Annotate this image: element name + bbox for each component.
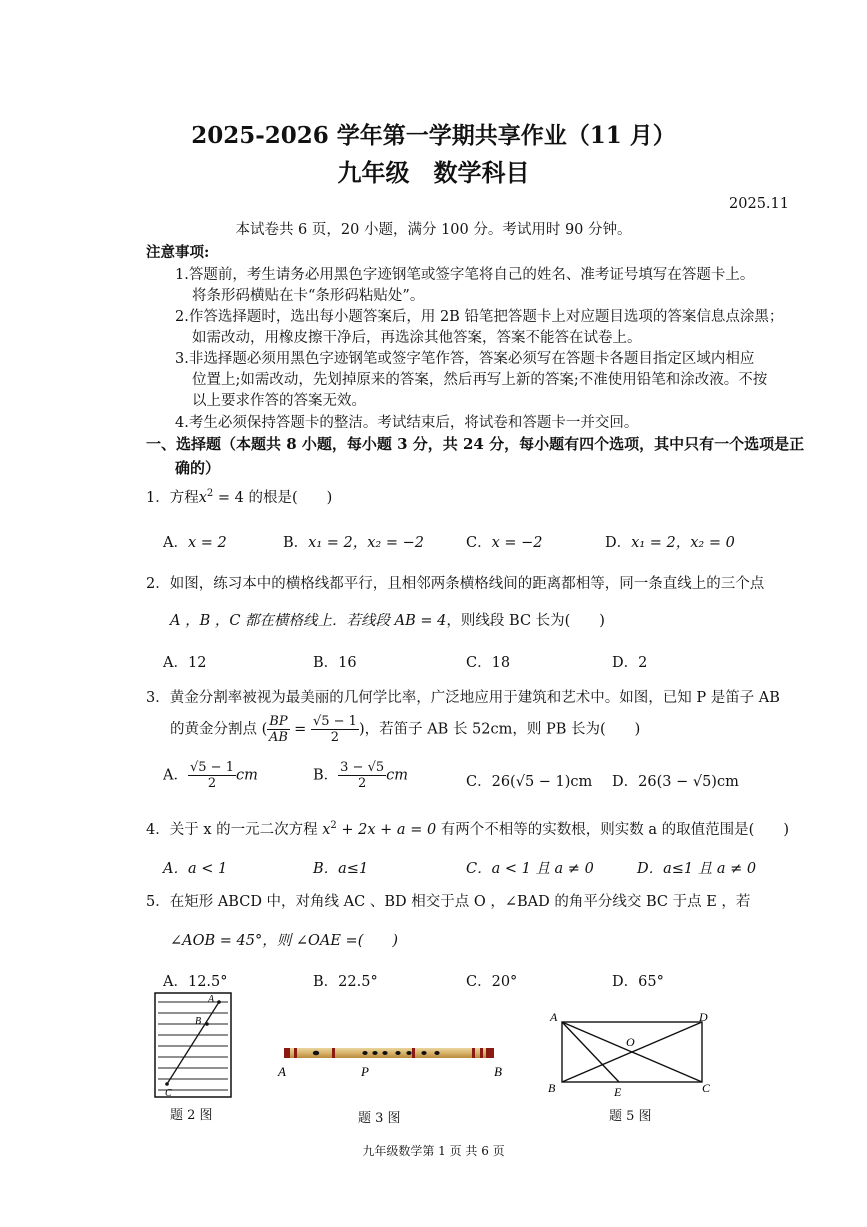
q5-stem: 5．在矩形 ABCD 中，对角线 AC 、BD 相交于点 O ，∠BAD 的角平分线交 BC 于点 E ，若 <box>146 894 751 910</box>
q2-stem: 2．如图，练习本中的横格线都平行，且相邻两条横格线间的距离都相等，同一条直线上的三个点 <box>146 576 765 592</box>
golden-ratio-fraction: $\frac{BP}{AB}$ <box>268 714 288 745</box>
q3-option-a[interactable]: A． $\frac{√5 - 1}{2}$ cm <box>163 760 258 791</box>
section-heading: 一、选择题（本题共 8 小题，每小题 3 分，共 24 分，每小题有四个选项，其中只有一个选项是正 <box>146 435 805 453</box>
q4-option-c[interactable]: C．a < 1 且 a ≠ 0 <box>466 861 594 877</box>
q2-option-b[interactable]: B．16 <box>313 655 357 671</box>
q1-option-d[interactable]: D．x₁ = 2，x₂ = 0 <box>605 535 735 551</box>
q2-option-c[interactable]: C．18 <box>466 655 511 671</box>
fig5-label-c: C <box>702 1081 711 1095</box>
exam-intro: 本试卷共 6 页，20 小题，满分 100 分。考试用时 90 分钟。 <box>235 222 632 238</box>
figure-5-rectangle <box>544 1008 714 1100</box>
q3-option-d[interactable]: D．26(3 − √5)cm <box>612 774 739 790</box>
note-line: 3.非选择题必须用黑色字迹钢笔或签字笔作答，答案必须写在答题卡各题目指定区域内相应 <box>175 351 755 367</box>
q1-option-c[interactable]: C．x = −2 <box>466 535 543 551</box>
section-heading-cont: 确的） <box>175 459 221 477</box>
notes-heading: 注意事项: <box>146 244 210 261</box>
q5-option-b[interactable]: B．22.5° <box>313 974 378 990</box>
fig5-label-a: A <box>550 1010 558 1024</box>
q3-option-b[interactable]: B． $\frac{3 - √5}{2}$ cm <box>313 760 409 791</box>
fig2-label-a: A <box>208 994 215 1005</box>
q5-option-c[interactable]: C．20° <box>466 974 518 990</box>
q4-option-d[interactable]: D．a≤1 且 a ≠ 0 <box>637 861 757 877</box>
q2-option-a[interactable]: A．12 <box>163 655 207 671</box>
q3-stem: 3．黄金分割率被视为最美丽的几何学比率，广泛地应用于建筑和艺术中。如图，已知 P 是笛子 AB <box>146 690 780 706</box>
fig5-label-b: B <box>548 1081 556 1095</box>
note-line: 将条形码横贴在卡“条形码粘贴处”。 <box>192 288 425 304</box>
q5-option-a[interactable]: A．12.5° <box>163 974 228 990</box>
q5-stem-cont: ∠AOB = 45°，则 ∠OAE =( ) <box>170 933 399 949</box>
q2-option-d[interactable]: D．2 <box>612 655 648 671</box>
exam-subtitle: 九年级 数学科目 <box>337 158 530 187</box>
page-footer: 九年级数学第 1 页 共 6 页 <box>362 1144 505 1158</box>
note-line: 4.考生必须保持答题卡的整洁。考试结束后，将试卷和答题卡一并交回。 <box>175 415 639 431</box>
q1-option-a[interactable]: A．x = 2 <box>163 535 227 551</box>
note-line: 1.答题前，考生请务必用黑色字迹钢笔或签字笔将自己的姓名、准考证号填写在答题卡上。 <box>175 267 755 283</box>
fig2-label-b: B <box>195 1016 202 1027</box>
exam-date: 2025.11 <box>729 196 789 212</box>
fig5-label-d: D <box>699 1010 708 1024</box>
note-line: 2.作答选择题时，选出每小题答案后，用 2B 铅笔把答题卡上对应题目选项的答案信息点涂黑； <box>175 309 784 325</box>
q2-stem-cont: A ，B ，C 都在横格线上．若线段 AB = 4，则线段 BC 长为( ) <box>170 613 605 629</box>
fig3-label-a: A <box>278 1064 286 1079</box>
q4-stem: 4．关于 x 的一元二次方程 $x^2 + 2x + a = 0$ 有两个不相等的实数根，则实数 a 的取值范围是( ) <box>146 820 789 838</box>
q3-option-c[interactable]: C．26(√5 − 1)cm <box>466 774 593 790</box>
fig2-label-c: C <box>165 1088 172 1099</box>
q1-stem: 1．方程$x^2 = 4$ 的根是( ) <box>146 488 333 506</box>
fig3-label-b: B <box>494 1064 502 1079</box>
figure-3-caption: 题 3 图 <box>358 1111 401 1126</box>
note-line: 以上要求作答的答案无效。 <box>192 393 366 409</box>
note-line: 位置上;如需改动，先划掉原来的答案，然后再写上新的答案;不准使用铅笔和涂改液。不按 <box>192 372 768 388</box>
q1-option-b[interactable]: B．x₁ = 2，x₂ = −2 <box>283 535 424 551</box>
figure-2-caption: 题 2 图 <box>170 1108 213 1123</box>
fig5-label-e: E <box>614 1085 622 1099</box>
figure-2-notebook <box>154 992 234 1100</box>
q3-stem-cont: 的黄金分割点 ( $\frac{BP}{AB}$ = $\frac{√5 - 1}{2}$ )，若笛子 AB 长 52cm，则 PB 长为( ) <box>170 714 641 745</box>
note-line: 如需改动，用橡皮擦干净后，再选涂其他答案，答案不能答在试卷上。 <box>192 330 642 346</box>
exam-title: 2025-2026 学年第一学期共享作业（11 月） <box>191 122 676 149</box>
q4-option-b[interactable]: B．a≤1 <box>313 861 369 877</box>
q5-option-d[interactable]: D．65° <box>612 974 664 990</box>
figure-5-caption: 题 5 图 <box>609 1109 652 1124</box>
fig3-label-p: P <box>361 1064 369 1079</box>
fig5-label-o: O <box>626 1035 635 1049</box>
figure-3-flute <box>272 1040 512 1082</box>
q4-option-a[interactable]: A．a < 1 <box>163 861 228 877</box>
